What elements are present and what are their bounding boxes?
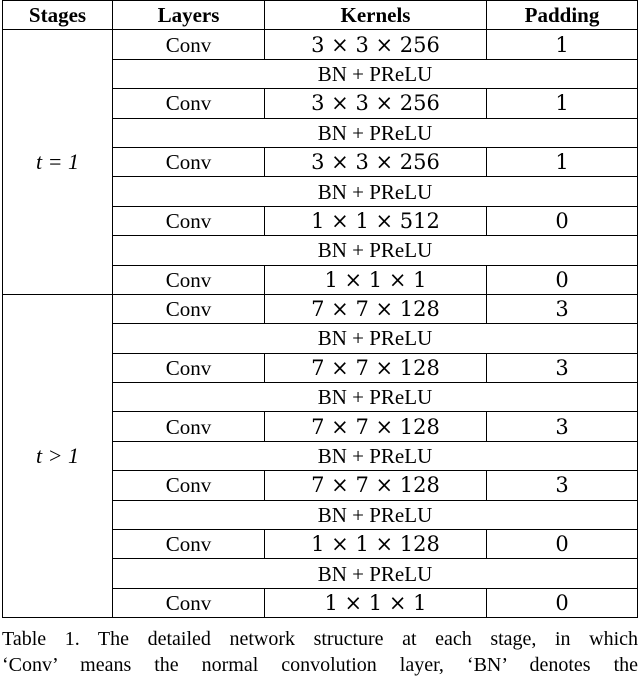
padding-cell: 3	[487, 294, 638, 323]
table-caption	[2, 626, 638, 678]
header-layers: Layers	[113, 1, 265, 30]
layer-cell: Conv	[113, 89, 265, 118]
bn-prelu-cell: BN + PReLU	[113, 324, 638, 353]
kernel-cell: 3 × 3 × 256	[265, 30, 487, 59]
bn-prelu-cell: BN + PReLU	[113, 59, 638, 88]
caption-line-1: Table 1. The detailed network structure at each stage, in which	[2, 628, 638, 650]
kernel-cell: 1 × 1 × 1	[265, 588, 487, 617]
table-row	[3, 294, 638, 323]
caption-line-2: ‘Conv’ means the normal convolution layer, ‘BN’ denotes the	[2, 654, 638, 676]
header-padding: Padding	[487, 1, 638, 30]
kernel-cell: 7 × 7 × 128	[265, 471, 487, 500]
padding-cell: 0	[487, 588, 638, 617]
bn-prelu-cell: BN + PReLU	[113, 118, 638, 147]
padding-cell: 3	[487, 353, 638, 382]
padding-cell: 1	[487, 89, 638, 118]
kernel-cell: 1 × 1 × 128	[265, 530, 487, 559]
bn-prelu-cell: BN + PReLU	[113, 559, 638, 588]
kernel-cell: 3 × 3 × 256	[265, 89, 487, 118]
layer-cell: Conv	[113, 265, 265, 294]
layer-cell: Conv	[113, 206, 265, 235]
padding-cell: 1	[487, 30, 638, 59]
kernel-cell: 3 × 3 × 256	[265, 147, 487, 176]
table-row	[3, 30, 638, 59]
kernel-cell: 7 × 7 × 128	[265, 294, 487, 323]
kernel-cell: 1 × 1 × 1	[265, 265, 487, 294]
layer-cell: Conv	[113, 353, 265, 382]
bn-prelu-cell: BN + PReLU	[113, 236, 638, 265]
bn-prelu-cell: BN + PReLU	[113, 500, 638, 529]
stage-cell: t = 1	[3, 30, 113, 295]
layer-cell: Conv	[113, 412, 265, 441]
kernel-cell: 7 × 7 × 128	[265, 353, 487, 382]
table-body	[3, 30, 638, 618]
layer-cell: Conv	[113, 294, 265, 323]
layer-cell: Conv	[113, 471, 265, 500]
layer-cell: Conv	[113, 147, 265, 176]
kernel-cell: 1 × 1 × 512	[265, 206, 487, 235]
network-structure-table	[2, 0, 638, 618]
padding-cell: 3	[487, 471, 638, 500]
table-header-row	[3, 1, 638, 30]
layer-cell: Conv	[113, 588, 265, 617]
layer-cell: Conv	[113, 530, 265, 559]
padding-cell: 0	[487, 206, 638, 235]
header-kernels: Kernels	[265, 1, 487, 30]
bn-prelu-cell: BN + PReLU	[113, 383, 638, 412]
bn-prelu-cell: BN + PReLU	[113, 177, 638, 206]
padding-cell: 1	[487, 147, 638, 176]
stage-cell: t > 1	[3, 294, 113, 617]
bn-prelu-cell: BN + PReLU	[113, 441, 638, 470]
layer-cell: Conv	[113, 30, 265, 59]
padding-cell: 3	[487, 412, 638, 441]
padding-cell: 0	[487, 265, 638, 294]
kernel-cell: 7 × 7 × 128	[265, 412, 487, 441]
padding-cell: 0	[487, 530, 638, 559]
header-stages: Stages	[3, 1, 113, 30]
